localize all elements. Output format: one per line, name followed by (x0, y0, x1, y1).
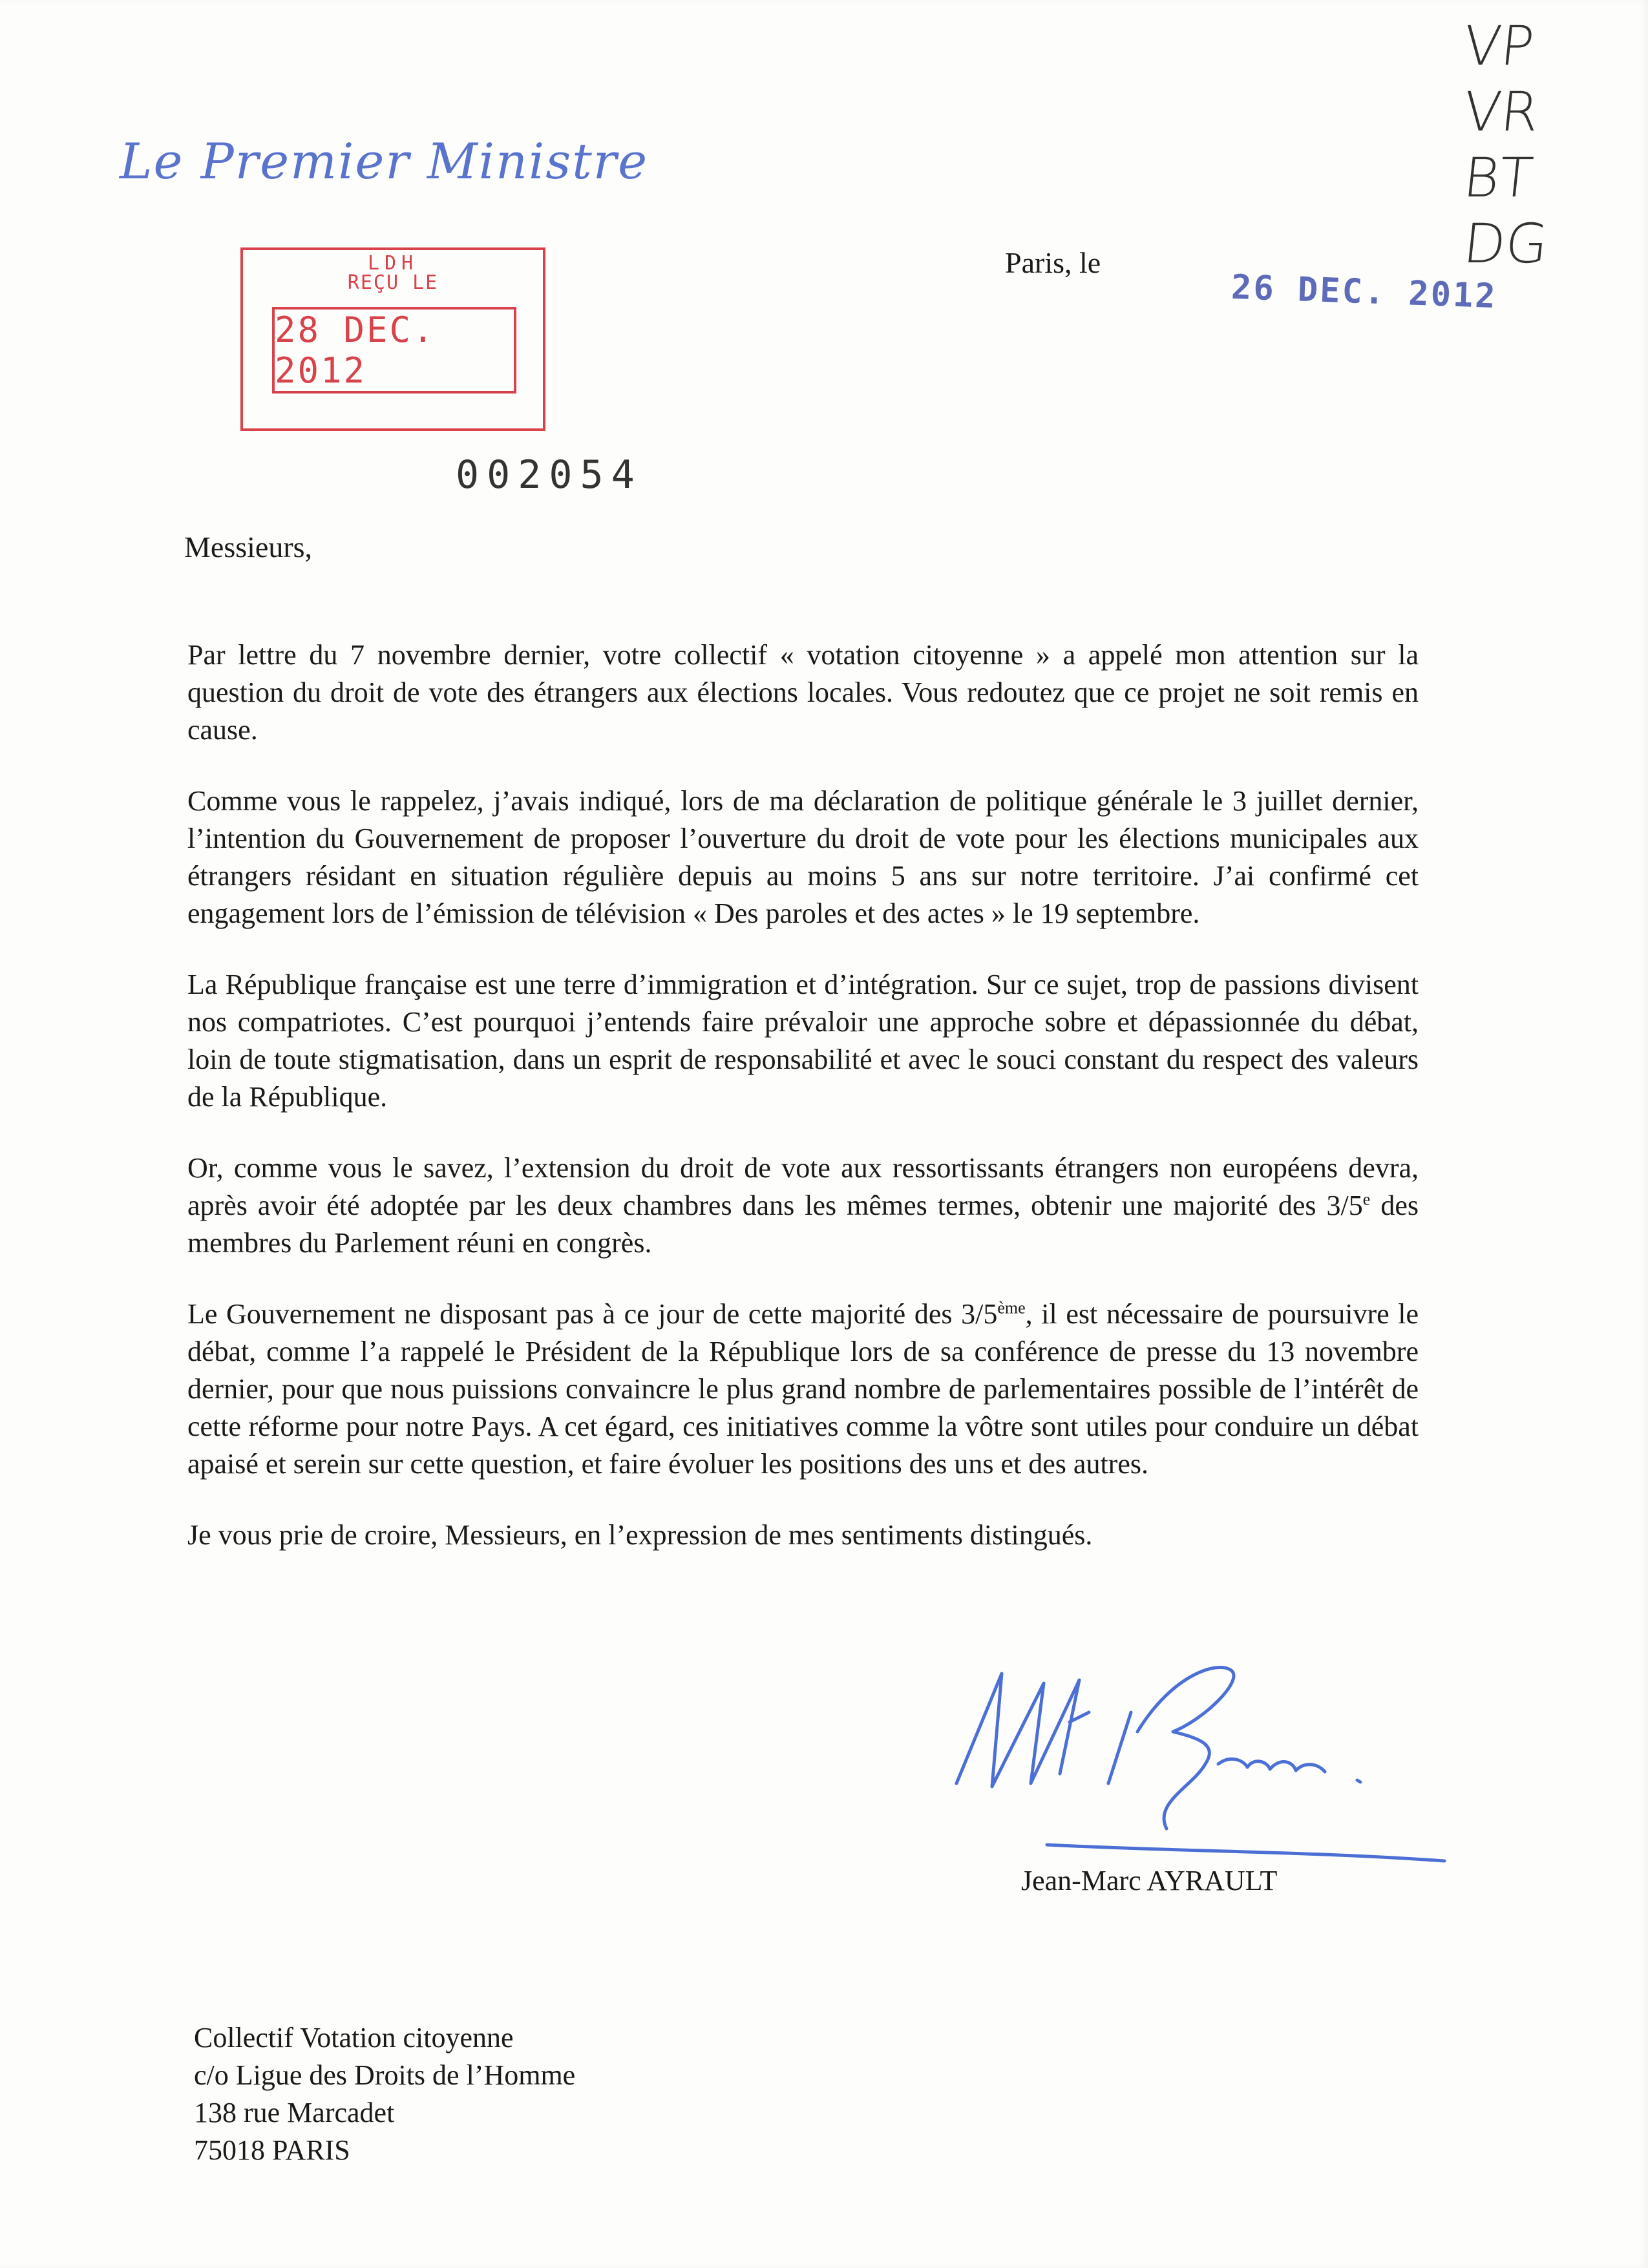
paragraph: Par lettre du 7 novembre dernier, votre collectif « votation citoyenne » a appelé mon attention sur la question du droit de vote des étrangers aux élections locales. Vous redoutez que ce projet ne soit remis en cause. (187, 639, 1419, 746)
address-line: 75018 PARIS (194, 2134, 350, 2166)
margin-note: DG (1460, 212, 1551, 275)
address-line: Collectif Votation citoyenne (194, 2022, 514, 2053)
registration-number: 002054 (456, 452, 642, 498)
handwritten-signature (895, 1635, 1451, 1880)
superscript: e (1362, 1190, 1371, 1209)
superscript: ème (997, 1298, 1026, 1318)
paragraph-text: Or, comme vous le savez, l’extension du droit de vote aux ressortissants étrangers non européens devra, après avoir été adoptée par les deux chambres dans les mêmes termes, obtenir une majorité des 3/5 (187, 1152, 1419, 1221)
margin-note: VP (1460, 14, 1537, 78)
margin-note: BT (1460, 146, 1536, 209)
date-stamp: 26 DEC. 2012 (1231, 268, 1498, 317)
received-stamp (240, 247, 545, 431)
closing-paragraph: Je vous prie de croire, Messieurs, en l’expression de mes sentiments distingués. (187, 1519, 1093, 1551)
address-line: c/o Ligue des Droits de l’Homme (194, 2059, 576, 2091)
paragraph: Comme vous le rappelez, j’avais indiqué, lors de ma déclaration de politique générale le 3 juillet dernier, l’intention du Gouvernement de proposer l’ouverture du droit de vote pour les élections municipales aux étrangers résidant en situation régulière depuis au moins 5 ans sur notre territoire. J’ai confirmé cet engagement lors de l’émission de télévision « Des paroles et des actes » le 19 septembre. (187, 785, 1419, 929)
margin-note: VR (1460, 80, 1542, 143)
paragraph (187, 1150, 1419, 1262)
paragraph-text: , il est nécessaire de poursuivre le débat, comme l’a rappelé le Président de la République lors de sa conférence de presse du 13 novembre dernier, pour que nous puissions convaincre le plus grand nombre de parlementaires possible de l’intérêt de cette réforme pour notre Pays. A cet égard, ces initiatives comme la vôtre sont utiles pour conduire un débat apaisé et serein sur cette question, et faire évoluer les positions des uns et des autres. (187, 1298, 1419, 1480)
paragraph (187, 1296, 1419, 1483)
date-line-prefix: Paris, le (1005, 246, 1101, 279)
salutation: Messieurs, (184, 530, 313, 563)
stamp-date: 28 DEC. 2012 (275, 310, 436, 391)
paragraph: La République française est une terre d’immigration et d’intégration. Sur ce sujet, trop de passions divisent nos compatriotes. C’est pourquoi j’entends faire prévaloir une approche sobre et dépassionnée du débat, loin de toute stigmatisation, dans un esprit de responsabilité et avec le souci constant du respect des valeurs de la République. (187, 969, 1419, 1113)
stamp-label: REÇU LE (347, 271, 439, 294)
recipient-address (194, 2019, 575, 2169)
stamp-org: LDH (367, 252, 419, 275)
paragraph-text: Le Gouvernement ne disposant pas à ce jour de cette majorité des 3/5 (187, 1298, 998, 1330)
address-line: 138 rue Marcadet (194, 2097, 395, 2128)
letter-body (187, 636, 1419, 1588)
handwritten-margin-notes (1460, 13, 1593, 277)
paragraph-text: des membres du Parlement réuni en congrès. (187, 1190, 1419, 1259)
signatory-name: Jean-Marc AYRAULT (1021, 1865, 1278, 1896)
letterhead-title: Le Premier Ministre (120, 132, 649, 190)
stamp-date-box (272, 307, 516, 394)
